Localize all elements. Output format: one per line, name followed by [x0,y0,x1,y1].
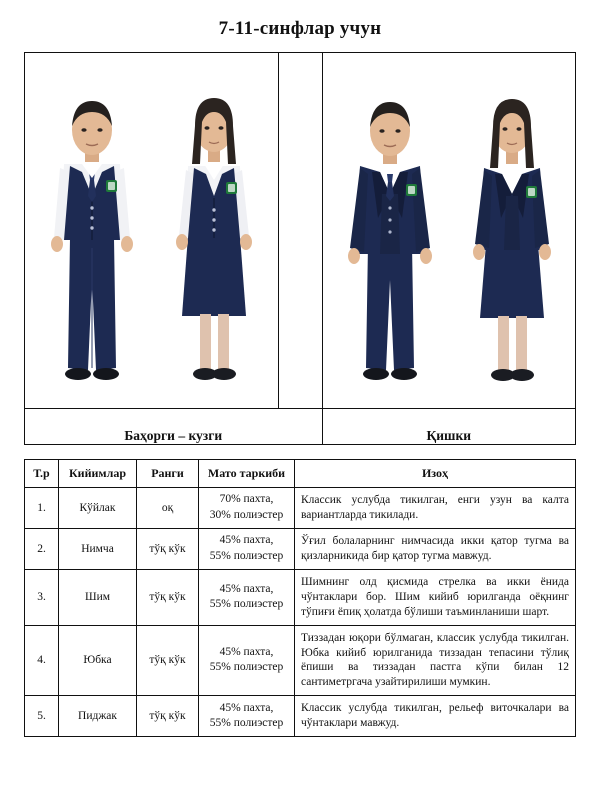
cell-color: тўқ кўк [137,528,199,569]
cell-number: 5. [25,696,59,737]
cell-note: Шимнинг олд қисмида стрелка ва икки ёнида чўнтаклари бор. Шим кийиб юрилганда оёқнинг тўпиғи ёпиқ ҳолатда бўлиши таъминланиши шарт. [295,569,576,625]
cell-color: тўқ кўк [137,696,199,737]
table-row [25,569,576,625]
header-note: Изоҳ [295,460,576,488]
caption-spring-autumn: Баҳорги – кузги [25,409,323,445]
table-row [25,488,576,529]
fabric-line-1: 45% пахта, [219,534,274,547]
cell-fabric [199,696,295,737]
fabric-line-2: 55% полиэстер [209,717,284,730]
cell-note: Классик услубда тикилган, рельеф виточкалари ва чўнтаклари мавжуд. [295,696,576,737]
table-row [25,696,576,737]
cell-item: Нимча [59,528,137,569]
spring-autumn-photo-cell [25,53,279,409]
fabric-line-1: 45% пахта, [219,582,274,595]
girl-spring-autumn-uniform [158,68,270,408]
winter-photo-cell [322,53,576,409]
cell-number: 3. [25,569,59,625]
header-color: Ранги [137,460,199,488]
cell-fabric [199,569,295,625]
spec-table-header-row [25,460,576,488]
cell-number: 4. [25,625,59,696]
cell-item: Пиджак [59,696,137,737]
cell-fabric [199,488,295,529]
fabric-line-2: 55% полиэстер [209,549,284,562]
girl-winter-uniform [456,68,568,408]
caption-winter: Қишки [322,409,576,445]
cell-color: тўқ кўк [137,569,199,625]
page-title: 7-11-синфлар учун [218,18,382,39]
cell-number: 1. [25,488,59,529]
cell-fabric [199,528,295,569]
boy-spring-autumn-uniform [32,68,152,408]
fabric-line-1: 70% пахта, [219,493,274,506]
table-row [25,625,576,696]
fabric-line-1: 45% пахта, [219,645,274,658]
cell-item: Шим [59,569,137,625]
cell-item: Юбка [59,625,137,696]
cell-note: Классик услубда тикилган, енги узун ва калта вариантларда тикилади. [295,488,576,529]
fabric-line-2: 55% полиэстер [209,598,284,611]
fabric-line-2: 55% полиэстер [209,661,284,674]
boy-winter-uniform [330,68,450,408]
table-row [25,528,576,569]
cell-fabric [199,625,295,696]
cell-color: тўқ кўк [137,625,199,696]
cell-note: Тиззадан юқори бўлмаган, классик услубда тикилган. Юбка кийиб юрилганида тиззадан тепасини тўлиқ ёпиши ва тиззадан пастга кўпи билан 12 сантиметргача узайтирилиши мумкин. [295,625,576,696]
photo-table-spacer [278,53,322,409]
header-number: Т.р [25,460,59,488]
fabric-line-1: 45% пахта, [219,701,274,714]
uniform-spec-table [24,459,576,737]
header-item: Кийимлар [59,460,137,488]
uniform-photo-table [24,52,576,445]
fabric-line-2: 30% полиэстер [209,508,284,521]
cell-color: оқ [137,488,199,529]
header-fabric: Мато таркиби [199,460,295,488]
cell-item: Кўйлак [59,488,137,529]
cell-number: 2. [25,528,59,569]
cell-note: Ўғил болаларнинг нимчасида икки қатор тугма ва қизларникида бир қатор тугма мавжуд. [295,528,576,569]
